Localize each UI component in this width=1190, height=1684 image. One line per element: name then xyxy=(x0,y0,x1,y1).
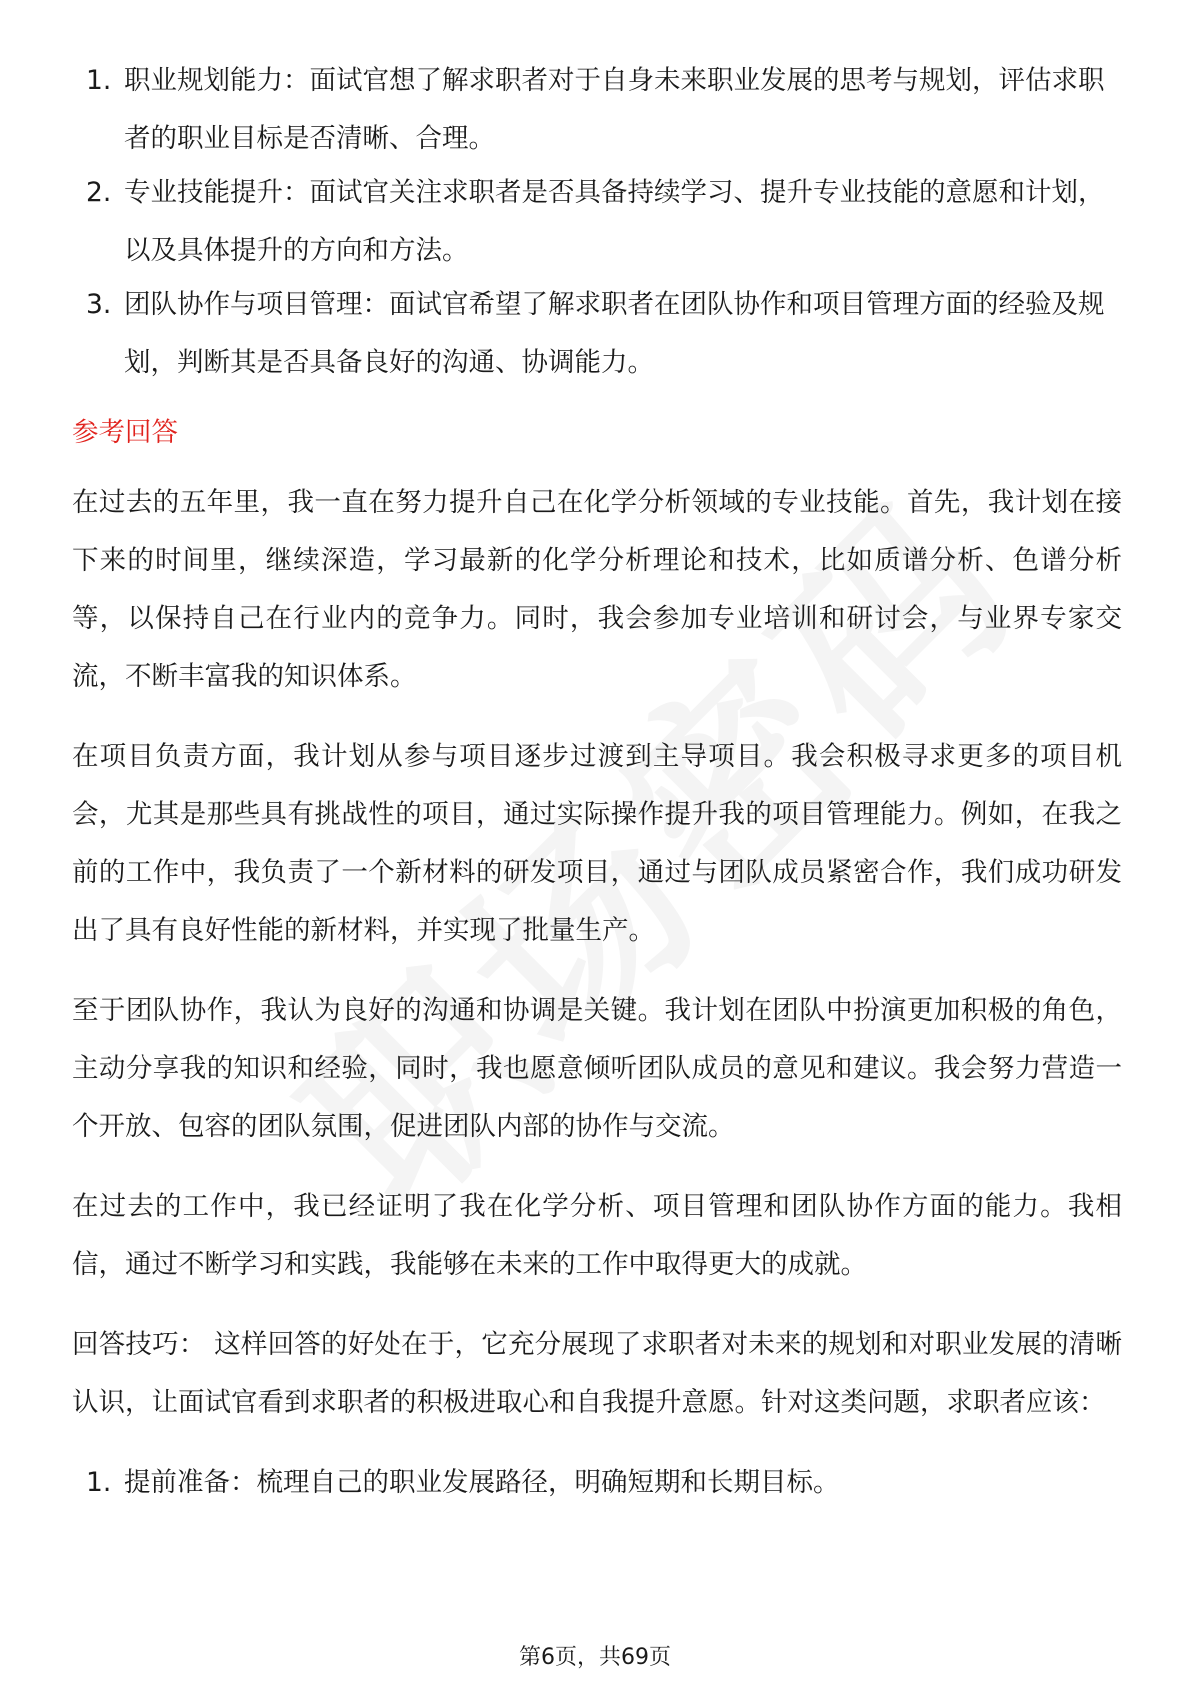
list-item-text: 提前准备：梳理自己的职业发展路径，明确短期和长期目标。 xyxy=(124,1467,840,1498)
list-item-number: 1. xyxy=(86,65,112,96)
tips-list xyxy=(72,1454,1122,1512)
list-item xyxy=(72,164,1122,280)
paragraph: 在项目负责方面，我计划从参与项目逐步过渡到主导项目。我会积极寻求更多的项目机会，尤其是那些具有挑战性的项目，通过实际操作提升我的项目管理能力。例如，在我之前的工作中，我负责了一个新材料的研发项目，通过与团队成员紧密合作，我们成功研发出了具有良好性能的新材料，并实现了批量生产。 xyxy=(72,741,1122,946)
document-body xyxy=(72,52,1122,1512)
list-item-number: 2. xyxy=(86,177,112,208)
section-title: 参考回答 xyxy=(72,417,178,448)
list-item xyxy=(72,276,1122,392)
list-item-number: 3. xyxy=(86,289,112,320)
intro-list xyxy=(72,52,1122,392)
paragraph: 至于团队协作，我认为良好的沟通和协调是关键。我计划在团队中扮演更加积极的角色，主动分享我的知识和经验，同时，我也愿意倾听团队成员的意见和建议。我会努力营造一个开放、包容的团队氛围，促进团队内部的协作与交流。 xyxy=(72,995,1122,1142)
list-item-text: 专业技能提升：面试官关注求职者是否具备持续学习、提升专业技能的意愿和计划，以及具体提升的方向和方法。 xyxy=(124,177,1105,266)
list-item-text: 团队协作与项目管理：面试官希望了解求职者在团队协作和项目管理方面的经验及规划，判断其是否具备良好的沟通、协调能力。 xyxy=(124,289,1105,378)
paragraph: 在过去的工作中，我已经证明了我在化学分析、项目管理和团队协作方面的能力。我相信，通过不断学习和实践，我能够在未来的工作中取得更大的成就。 xyxy=(72,1191,1122,1280)
list-item-number: 1. xyxy=(86,1467,112,1498)
paragraph: 在过去的五年里，我一直在努力提升自己在化学分析领域的专业技能。首先，我计划在接下来的时间里，继续深造，学习最新的化学分析理论和技术，比如质谱分析、色谱分析等，以保持自己在行业内的竞争力。同时，我会参加专业培训和研讨会，与业界专家交流，不断丰富我的知识体系。 xyxy=(72,487,1122,692)
paragraph-tips: 回答技巧： 这样回答的好处在于，它充分展现了求职者对未来的规划和对职业发展的清晰认识，让面试官看到求职者的积极进取心和自我提升意愿。针对这类问题，求职者应该： xyxy=(72,1329,1122,1418)
list-item xyxy=(72,52,1122,168)
list-item-text: 职业规划能力：面试官想了解求职者对于自身未来职业发展的思考与规划，评估求职者的职业目标是否清晰、合理。 xyxy=(124,65,1105,154)
page-footer: 第6页，共69页 xyxy=(519,1645,671,1670)
list-item xyxy=(72,1454,1122,1512)
